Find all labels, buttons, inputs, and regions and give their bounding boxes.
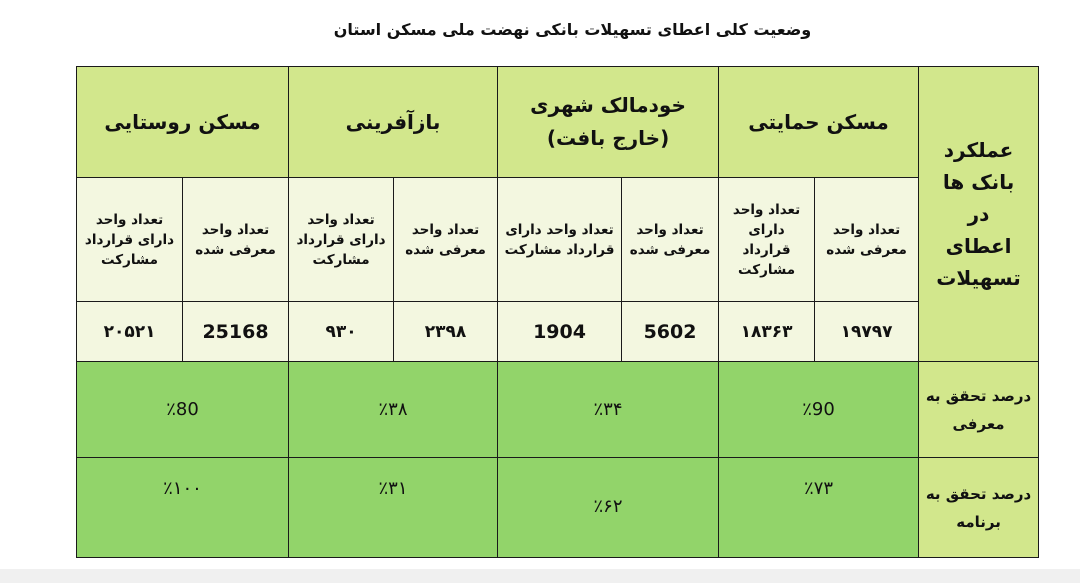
percent-cell: ٪۳۸ — [289, 362, 498, 458]
group-header-rostaei — [77, 67, 289, 178]
count-cell: ۹۳۰ — [289, 302, 394, 362]
subheader-cell: تعداد واحد دارای قرارداد مشارکت — [719, 178, 815, 302]
corner-label-cell — [919, 67, 1039, 362]
subheader-cell: تعداد واحد دارای قرارداد مشارکت — [498, 178, 622, 302]
group-header-mskn-hemayati — [719, 67, 919, 178]
bottom-strip — [0, 569, 1080, 583]
group-header-bazafarini — [289, 67, 498, 178]
subheader-cell: تعداد واحد معرفی شده — [183, 178, 289, 302]
count-cell: ۱۹۷۹۷ — [815, 302, 919, 362]
percent-cell: ٪۳۱ — [289, 458, 498, 558]
group-name: مسکن روستایی — [104, 109, 261, 134]
count-cell: ۲۰۵۲۱ — [77, 302, 183, 362]
subheader-cell: تعداد واحد معرفی شده — [394, 178, 498, 302]
group-name: خودمالک شهری — [530, 93, 686, 117]
subheader-cell: تعداد واحد معرفی شده — [622, 178, 719, 302]
count-cell: 25168 — [183, 302, 289, 362]
percent-cell: ٪۶۲ — [498, 458, 719, 558]
count-cell: ۱۸۳۶۳ — [719, 302, 815, 362]
percent-cell: ٪۷۳ — [719, 458, 919, 558]
percent-cell: ٪۱۰۰ — [77, 458, 289, 558]
facilities-table — [76, 66, 1039, 558]
subheader-cell: تعداد واحد دارای قرارداد مشارکت — [289, 178, 394, 302]
group-header-khodmalek — [498, 67, 719, 178]
subheader-cell: تعداد واحد دارای قرارداد مشارکت — [77, 178, 183, 302]
percent-cell: ٪۳۴ — [498, 362, 719, 458]
percent-cell: ٪90 — [719, 362, 919, 458]
row-label: درصد تحقق به معرفی — [919, 362, 1039, 458]
count-cell: 5602 — [622, 302, 719, 362]
page-title: وضعیت کلی اعطای تسهیلات بانکی نهضت ملی مسکن استان — [333, 20, 812, 39]
percent-cell: ٪80 — [77, 362, 289, 458]
group-name: بازآفرینی — [345, 109, 441, 134]
group-name: مسکن حمایتی — [748, 109, 889, 134]
row-label: درصد تحقق به برنامه — [919, 458, 1039, 558]
count-cell: ۲۳۹۸ — [394, 302, 498, 362]
group-subname: (خارج بافت) — [546, 126, 670, 150]
count-cell: 1904 — [498, 302, 622, 362]
corner-label: عملکرد بانک ها در اعطای تسهیلات — [936, 138, 1021, 290]
subheader-cell: تعداد واحد معرفی شده — [815, 178, 919, 302]
